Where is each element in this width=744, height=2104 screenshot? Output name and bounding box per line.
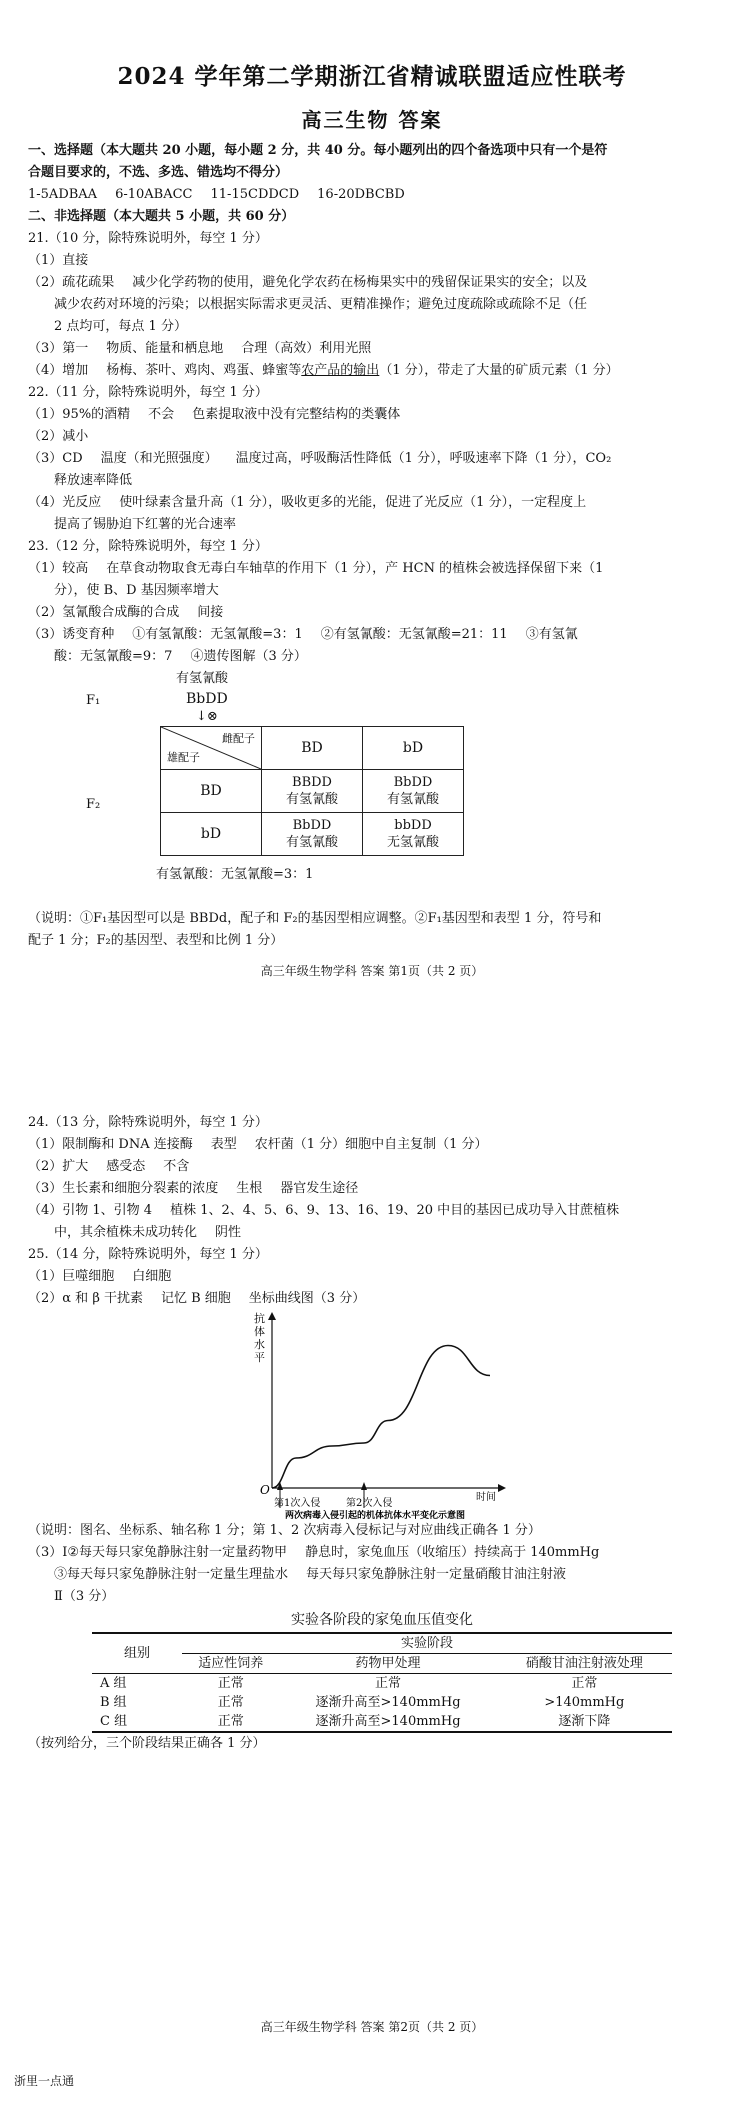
q23-answer-3-cont [28, 646, 718, 668]
punnett-square [160, 726, 464, 856]
blood-pressure-table-block [92, 1608, 672, 1733]
row-b-nitro: >140mmHg [544, 1695, 625, 1710]
q24-answer-4 [28, 1200, 718, 1222]
x-axis-label: 时间 [476, 1492, 496, 1503]
q25-answer-3-part2: Ⅱ（3 分） [54, 1589, 115, 1604]
q21-answer-1: （1）直接 [28, 253, 89, 268]
q24-1a: （1）限制酶和 DNA 连接酶 [28, 1137, 193, 1152]
row-b-drug: 逐渐升高至>140mmHg [315, 1695, 461, 1710]
q22-3a: （3）CD [28, 451, 83, 466]
q25-3b: 静息时，家兔血压（收缩压）持续高于 140mmHg [305, 1545, 600, 1560]
q22-3c: 温度过高，呼吸酶活性降低（1 分），呼吸速率下降（1 分），CO₂ [235, 451, 612, 466]
q22-answer-1 [28, 404, 718, 426]
group-header: 组别 [92, 1633, 182, 1674]
q22-3b: 温度（和光照强度） [100, 451, 218, 466]
q21-answer-3 [28, 338, 718, 360]
f1-label: F₁ [86, 693, 101, 708]
q22-1c: 色素提取液中没有完整结构的类囊体 [192, 407, 401, 422]
col-header-drug: 药物甲处理 [355, 1656, 421, 1671]
page-title: 2024 学年第二学期浙江省精诚联盟适应性联考 [117, 63, 627, 90]
row-b-adapt: 正常 [217, 1695, 244, 1710]
q21-3c: 合理（高效）利用光照 [241, 341, 372, 356]
genetic-cross-diagram [28, 668, 718, 908]
q24-1b: 表型 [210, 1137, 237, 1152]
q23-note: （说明：①F₁基因型可以是 BBDd，配子和 F₂的基因型相应调整。②F₁基因型和表型 1 分，符号和 [28, 911, 602, 926]
page1-footer: 高三年级生物学科 答案 第1页（共 2 页） [260, 964, 484, 978]
col-header-nitro: 硝酸甘油注射液处理 [525, 1656, 643, 1671]
q25-2b: 记忆 B 细胞 [160, 1291, 231, 1306]
graph-caption: 两次病毒入侵引起的机体抗体水平变化示意图 [285, 1511, 466, 1520]
q25-3c: ③每天每只家兔静脉注射一定量生理盐水 [54, 1567, 289, 1582]
f2-label: F₂ [86, 797, 101, 812]
page2-body [28, 1112, 718, 1755]
q24-2c: 不含 [163, 1159, 190, 1174]
q24-answer-3 [28, 1178, 718, 1200]
mc-answer-16-20: 16-20DBCBD [317, 187, 405, 202]
infection2-arrow [361, 1482, 367, 1490]
q21-answer-4 [28, 360, 718, 382]
q25-2c: 坐标曲线图（3 分） [248, 1291, 366, 1306]
q24-4d: 阴性 [215, 1225, 242, 1240]
q25-1b: 白细胞 [132, 1269, 172, 1284]
q22-1b: 不会 [148, 407, 175, 422]
q23-2a: （2）氢氰酸合成酶的合成 [28, 605, 180, 620]
graph-note: （说明：图名、坐标系、轴名称 1 分；第 1、2 次病毒入侵标记与对应曲线正确各 1 分） [28, 1523, 541, 1538]
section1-heading: 一、选择题（本大题共 20 小题，每小题 2 分，共 40 分。每小题列出的四个备选项中只有一个是符 [28, 143, 608, 158]
q25-3d: 每天每只家兔静脉注射一定量硝酸甘油注射液 [306, 1567, 567, 1582]
infection2-label: 第2次入侵 [346, 1498, 393, 1509]
parent-phenotype: 有氢氰酸 [176, 671, 229, 686]
mc-answers [28, 184, 718, 206]
row-b-group: B 组 [100, 1695, 127, 1710]
offspring-genotype: BbDD [393, 775, 433, 790]
section1-heading-cont: 合题目要求的，不选、多选、错选均不得分） [28, 165, 289, 180]
q22-heading: 22.（11 分，除特殊说明外，每空 1 分） [28, 385, 268, 400]
offspring-cell [262, 813, 363, 856]
q21-answer-2 [28, 272, 718, 294]
q24-2b: 感受态 [106, 1159, 146, 1174]
q22-1a: （1）95%的酒精 [28, 407, 131, 422]
col-gamete-1: BD [262, 727, 363, 770]
q23-2b: 间接 [197, 605, 224, 620]
offspring-cell [363, 813, 464, 856]
q24-2a: （2）扩大 [28, 1159, 89, 1174]
row-c-drug: 逐渐升高至>140mmHg [279, 1712, 496, 1732]
y-axis-label-2: 体 [254, 1325, 265, 1338]
q22-4a: （4）光反应 [28, 495, 102, 510]
mc-answer-6-10: 6-10ABACC [115, 187, 193, 202]
blood-pressure-table [92, 1632, 672, 1733]
q24-3b: 生根 [236, 1181, 263, 1196]
q24-4c: 中，其余植株未成功转化 [54, 1225, 198, 1240]
column-gamete-label: 雌配子 [222, 732, 255, 745]
q23-1a: （1）较高 [28, 561, 89, 576]
y-axis-arrow [268, 1312, 276, 1320]
stage-header: 实验阶段 [182, 1633, 672, 1654]
q25-answer-3 [28, 1542, 718, 1564]
q23-heading: 23.（12 分，除特殊说明外，每空 1 分） [28, 539, 268, 554]
q24-3a: （3）生长素和细胞分裂素的浓度 [28, 1181, 219, 1196]
q21-4d: （1 分），带走了大量的矿质元素（1 分） [379, 363, 619, 378]
antibody-level-graph [28, 1310, 718, 1520]
row-a-nitro: 正常 [497, 1674, 672, 1694]
q23-3f: ④遗传图解（3 分） [190, 649, 307, 664]
punnett-corner [161, 727, 262, 770]
parent-genotype: BbDD [186, 691, 228, 707]
row-a-drug: 正常 [279, 1674, 496, 1694]
q21-3b: 物质、能量和栖息地 [106, 341, 224, 356]
section2-heading: 二、非选择题（本大题共 5 小题，共 60 分） [28, 209, 295, 224]
offspring-cell [363, 770, 464, 813]
q21-answer-2-cont2: 2 点均可，每点 1 分） [54, 319, 187, 334]
row-a-adapt: 正常 [182, 1674, 279, 1694]
y-axis-label-3: 水 [254, 1338, 265, 1351]
row-gamete-2: bD [161, 813, 262, 856]
table-title: 实验各阶段的家兔血压值变化 [291, 1612, 473, 1628]
q23-3b: ①有氢氰酸：无氢氰酸=3：1 [132, 627, 303, 642]
q23-answer-1 [28, 558, 718, 580]
offspring-phenotype: 无氢氰酸 [386, 835, 439, 850]
row-c-nitro: 逐渐下降 [497, 1712, 672, 1732]
q23-3e: 酸：无氢氰酸=9：7 [54, 649, 173, 664]
page-subtitle: 高三生物 答案 [301, 108, 443, 132]
q22-answer-3 [28, 448, 718, 470]
q25-3a: （3）Ⅰ②每天每只家兔静脉注射一定量药物甲 [28, 1545, 288, 1560]
q21-2b: 减少化学药物的使用，避免化学农药在杨梅果实中的残留保证果实的安全；以及 [132, 275, 588, 290]
q23-answer-2 [28, 602, 718, 624]
q24-heading: 24.（13 分，除特殊说明外，每空 1 分） [28, 1115, 268, 1130]
answer-page-1 [0, 0, 744, 1000]
offspring-genotype: bbDD [394, 818, 432, 833]
q24-3c: 器官发生途径 [280, 1181, 359, 1196]
q25-answer-1 [28, 1266, 718, 1288]
q21-3a: （3）第一 [28, 341, 89, 356]
offspring-phenotype: 有氢氰酸 [386, 792, 439, 807]
q22-answer-2: （2）减小 [28, 429, 89, 444]
q21-4a: （4）增加 [28, 363, 89, 378]
col-gamete-2: bD [363, 727, 464, 770]
q23-answer-3 [28, 624, 718, 646]
answer-page-2 [0, 1100, 744, 2104]
watermark: 浙里一点通 [14, 2074, 75, 2088]
mc-answer-11-15: 11-15CDDCD [210, 187, 300, 202]
q22-answer-4 [28, 492, 718, 514]
f2-ratio: 有氢氰酸：无氢氰酸=3：1 [156, 867, 314, 882]
y-axis-label-1: 抗 [254, 1312, 265, 1325]
offspring-cell [262, 770, 363, 813]
x-axis-arrow [498, 1484, 506, 1492]
q23-3d: ③有氢氰 [525, 627, 578, 642]
q24-1c: 农杆菌（1 分）细胞中自主复制（1 分） [254, 1137, 488, 1152]
q21-answer-2-cont: 减少农药对环境的污染；以根据实际需求更灵活、更精准操作；避免过度疏除或疏除不足（任 [54, 297, 588, 312]
antibody-curve [272, 1346, 490, 1489]
q25-heading: 25.（14 分，除特殊说明外，每空 1 分） [28, 1247, 268, 1262]
selfing-symbol: ↓⊗ [196, 709, 218, 724]
q25-answer-2 [28, 1288, 718, 1310]
q23-3a: （3）诱变育种 [28, 627, 115, 642]
q24-4b: 植株 1、2、4、5、6、9、13、16、19、20 中目的基因已成功导入甘蔗植株 [170, 1203, 620, 1218]
row-c-group: C 组 [92, 1712, 182, 1732]
q21-4c: 农产品的输出 [301, 363, 380, 378]
row-a-group: A 组 [92, 1674, 182, 1694]
row-c-adapt: 正常 [182, 1712, 279, 1732]
q24-answer-2 [28, 1156, 718, 1178]
q24-answer-4-cont [28, 1222, 718, 1244]
col-header-adapt: 适应性饲养 [198, 1656, 264, 1671]
offspring-genotype: BBDD [292, 775, 332, 790]
offspring-genotype: BbDD [292, 818, 332, 833]
q21-4b: 杨梅、茶叶、鸡肉、鸡蛋、蜂蜜等 [106, 363, 302, 378]
page1-body [28, 140, 718, 952]
q25-answer-3-cont [28, 1564, 718, 1586]
page2-footer: 高三年级生物学科 答案 第2页（共 2 页） [260, 2020, 484, 2034]
q23-1b: 在草食动物取食无毒白车轴草的作用下（1 分），产 HCN 的植株会被选择保留下来（1 [106, 561, 604, 576]
q24-answer-1 [28, 1134, 718, 1156]
row-gamete-label: 雄配子 [167, 751, 200, 764]
origin-label: O [260, 1483, 270, 1497]
y-axis-label-4: 平 [254, 1351, 265, 1364]
q22-4b: 使叶绿素含量升高（1 分），吸收更多的光能，促进了光反应（1 分），一定程度上 [119, 495, 587, 510]
q21-heading: 21.（10 分，除特殊说明外，每空 1 分） [28, 231, 268, 246]
q22-answer-3-cont: 释放速率降低 [54, 473, 133, 488]
q25-1a: （1）巨噬细胞 [28, 1269, 115, 1284]
offspring-phenotype: 有氢氰酸 [285, 792, 338, 807]
q25-2a: （2）α 和 β 干扰素 [28, 1291, 143, 1306]
q23-note-cont: 配子 1 分；F₂的基因型、表型和比例 1 分） [28, 933, 284, 948]
mc-answer-1-5: 1-5ADBAA [28, 187, 98, 202]
table-note: （按列给分，三个阶段结果正确各 1 分） [28, 1736, 266, 1751]
q23-3c: ②有氢氰酸：无氢氰酸=21：11 [320, 627, 508, 642]
q21-2a: （2）疏花疏果 [28, 275, 115, 290]
infection1-label: 第1次入侵 [274, 1498, 321, 1509]
row-gamete-1: BD [161, 770, 262, 813]
offspring-phenotype: 有氢氰酸 [285, 835, 338, 850]
antibody-graph-svg [28, 1310, 718, 1520]
q24-4a: （4）引物 1、引物 4 [28, 1203, 153, 1218]
q22-answer-4-cont: 提高了锡胁迫下红薯的光合速率 [54, 517, 237, 532]
q23-answer-1-cont: 分），使 B、D 基因频率增大 [54, 583, 219, 598]
